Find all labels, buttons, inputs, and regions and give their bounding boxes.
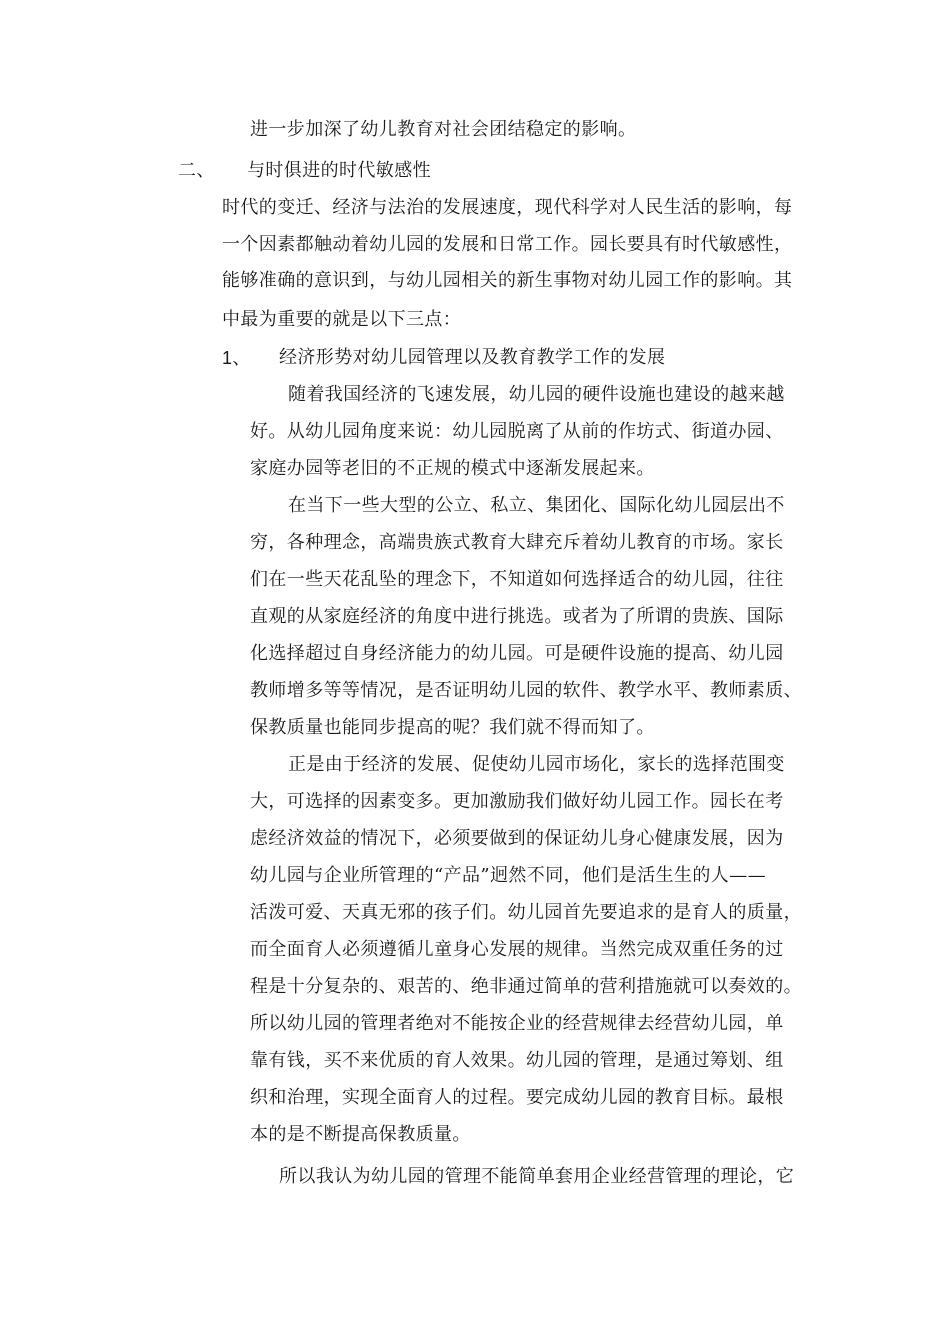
section-heading: 与时俱进的时代敏感性: [247, 160, 431, 181]
paragraph-line: 活泼可爱、天真无邪的孩子们。幼儿园首先要追求的是育人的质量，: [250, 902, 802, 923]
paragraph-line: 进一步加深了幼儿教育对社会团结稳定的影响。: [250, 119, 637, 140]
paragraph-line: 所以我认为幼儿园的管理不能简单套用企业经营管理的理论，它: [279, 1166, 795, 1187]
paragraph-line: 保教质量也能同步提高的呢？我们就不得而知了。: [250, 717, 655, 738]
paragraph-line: 在当下一些大型的公立、私立、集团化、国际化幼儿园层出不: [288, 495, 785, 516]
paragraph-line: 正是由于经济的发展、促使幼儿园市场化，家长的选择范围变: [288, 754, 785, 775]
paragraph-line: 们在一些天花乱坠的理念下，不知道如何选择适合的幼儿园，往往: [250, 569, 784, 590]
paragraph-line: 家庭办园等老旧的不正规的模式中逐渐发展起来。: [250, 458, 655, 479]
paragraph-line: 能够准确的意识到，与幼儿园相关的新生事物对幼儿园工作的影响。其: [222, 270, 793, 291]
paragraph-line: 教师增多等等情况，是否证明幼儿园的软件、教学水平、教师素质、: [250, 680, 802, 701]
paragraph-line: 所以幼儿园的管理者绝对不能按企业的经营规律去经营幼儿园，单: [250, 1013, 784, 1034]
paragraph-line: 好。从幼儿园角度来说：幼儿园脱离了从前的作坊式、街道办园、: [250, 421, 784, 442]
paragraph-line: 本的是不断提高保教质量。: [250, 1124, 471, 1145]
paragraph-line: 化选择超过自身经济能力的幼儿园。可是硬件设施的提高、幼儿园: [250, 643, 784, 664]
paragraph-line: 直观的从家庭经济的角度中进行挑选。或者为了所谓的贵族、国际: [250, 606, 784, 627]
paragraph-line: 幼儿园与企业所管理的“产品”迥然不同，他们是活生生的人——: [250, 865, 767, 886]
paragraph-line: 而全面育人必须遵循儿童身心发展的规律。当然完成双重任务的过: [250, 939, 784, 960]
section-number: 二、: [178, 160, 215, 181]
paragraph-line: 靠有钱，买不来优质的育人效果。幼儿园的管理，是通过筹划、组: [250, 1050, 784, 1071]
paragraph-line: 大，可选择的因素变多。更加激励我们做好幼儿园工作。园长在考: [250, 791, 784, 812]
paragraph-line: 穷，各种理念，高端贵族式教育大肆充斥着幼儿教育的市场。家长: [250, 532, 784, 553]
paragraph-line: 时代的变迁、经济与法治的发展速度，现代科学对人民生活的影响，每: [222, 197, 793, 218]
paragraph-line: 一个因素都触动着幼儿园的发展和日常工作。园长要具有时代敏感性，: [222, 234, 793, 255]
paragraph-line: 织和治理，实现全面育人的过程。要完成幼儿园的教育目标。最根: [250, 1087, 784, 1108]
paragraph-line: 随着我国经济的飞速发展，幼儿园的硬件设施也建设的越来越: [288, 384, 785, 405]
subsection-heading: 经济形势对幼儿园管理以及教育教学工作的发展: [279, 347, 666, 368]
paragraph-line: 中最为重要的就是以下三点：: [222, 309, 462, 330]
paragraph-line: 程是十分复杂的、艰苦的、绝非通过简单的营利措施就可以奏效的。: [250, 976, 802, 997]
paragraph-line: 虑经济效益的情况下，必须要做到的保证幼儿身心健康发展，因为: [250, 828, 784, 849]
subsection-number: 1、: [222, 348, 251, 368]
